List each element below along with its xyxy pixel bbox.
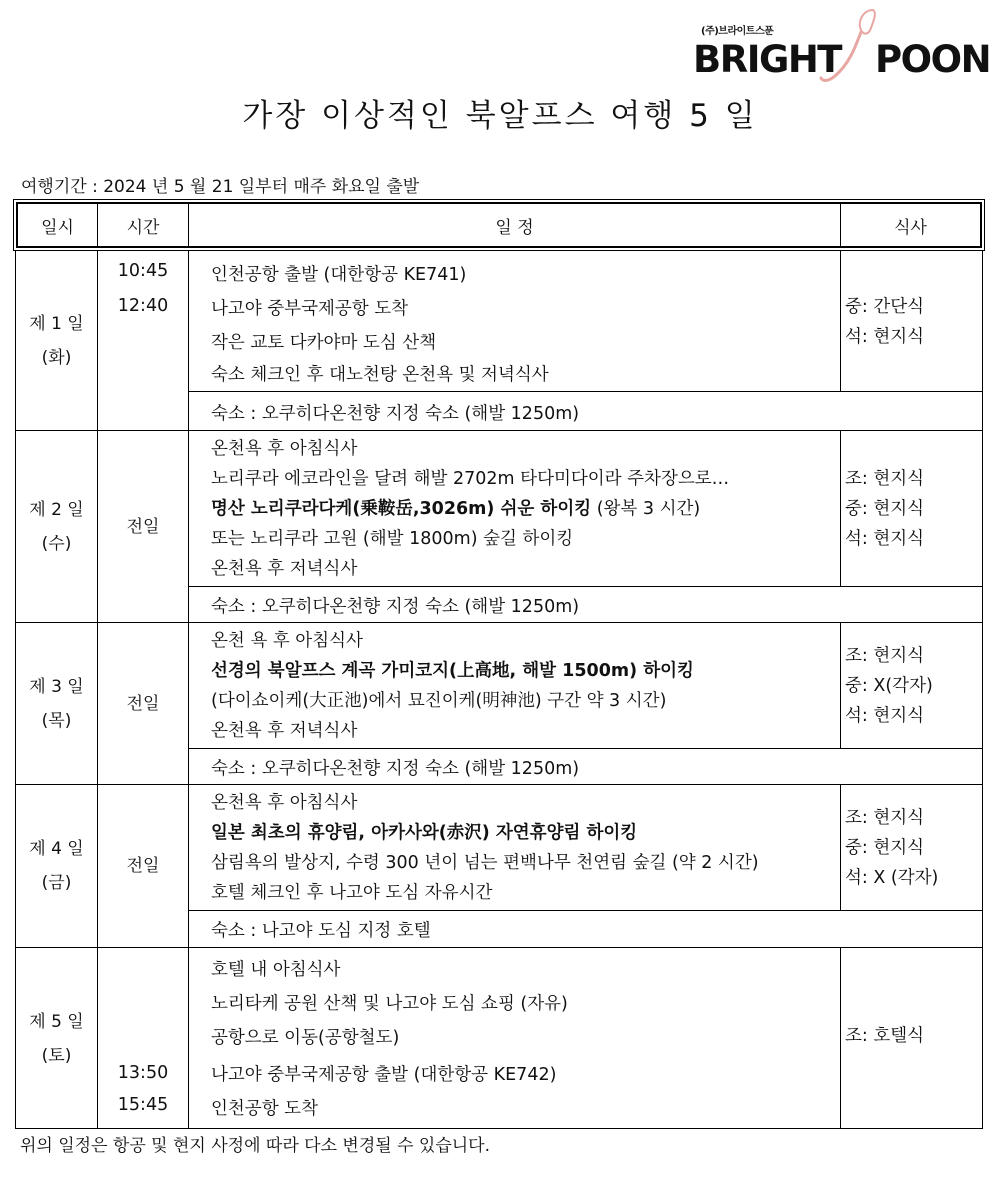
schedule-line-highlight: 선경의 북알프스 계곡 가미코지(上高地, 해발 1500m) 하이킹 [211,661,694,681]
day-number: 제 2 일 [29,499,84,520]
day-3-label [16,623,97,785]
schedule-line: 공항으로 이동(공항철도) [211,1028,400,1048]
table-header [13,199,985,251]
accommodation-text: 숙소 : 나고야 도심 지정 호텔 [211,921,431,941]
schedule-line: 노리타케 공원 산책 및 나고야 도심 쇼핑 (자유) [211,994,568,1014]
schedule-line: 나고야 중부국제공항 출발 (대한항공 KE742) [211,1065,557,1085]
schedule-line: 작은 교토 다카야마 도심 산책 [211,333,437,353]
highlight-text: 명산 노리쿠라다케(乗鞍岳,3026m) 쉬운 하이킹 [211,499,592,519]
day-of-week: (금) [41,873,72,893]
day-1-accommodation [188,392,982,431]
logo-wordmark [693,38,990,81]
day-1-schedule [188,251,840,392]
schedule-line: 인천공항 도착 [211,1099,318,1119]
day-number: 제 4 일 [29,839,84,859]
meal-item: 중: 현지식 [845,838,925,858]
header-meal: 식사 [894,217,927,238]
schedule-line-highlight: 일본 최초의 휴양림, 아카사와(赤沢) 자연휴양림 하이킹 [211,823,638,843]
day-of-week: (목) [41,710,72,731]
accommodation-text: 숙소 : 오쿠히다온천향 지정 숙소 (해발 1250m) [211,404,580,424]
day-2-accommodation [188,587,982,623]
travel-period: 여행기간 : 2024 년 5 월 21 일부터 매주 화요일 출발 [21,177,420,197]
time-all-day: 전일 [126,516,160,537]
day-3-time [97,623,188,785]
meal-item: 중: X(각자) [845,676,933,696]
brand-logo [693,8,991,88]
time-all-day: 전일 [126,693,160,714]
day-1-meals [840,251,982,392]
meal-item: 조: 현지식 [845,469,925,489]
day-of-week: (수) [41,533,72,554]
day-5-label [16,948,97,1129]
day-1-label [16,251,97,431]
logo-company-name: (주)브라이트스푼 [701,26,774,37]
meal-item: 석: 현지식 [845,327,925,347]
time-depart: 10:45 [117,261,169,281]
schedule-table [15,251,983,1129]
day-3-meals [840,623,982,749]
schedule-line: 온천욕 후 저녁식사 [211,721,358,741]
meal-item: 중: 간단식 [845,297,925,317]
meal-item: 조: 현지식 [845,808,925,828]
page-title: 가장 이상적인 북알프스 여행 5 일 [242,98,758,134]
day-2-label [16,431,97,623]
logo-word-right: POON [875,38,991,81]
meal-item: 석: 현지식 [845,706,925,726]
header-time: 시간 [98,204,189,246]
header-date: 일시 [18,204,98,246]
schedule-line: 삼림욕의 발상지, 수령 300 년이 넘는 편백나무 천연림 숲길 (약 2 시간) [211,853,759,873]
accommodation-text: 숙소 : 오쿠히다온천향 지정 숙소 (해발 1250m) [211,597,580,617]
day-5-schedule [188,948,840,1129]
day-2-time [97,431,188,623]
time-arrive: 12:40 [117,296,169,316]
time-all-day: 전일 [126,856,160,876]
day-2-schedule [188,431,840,587]
header-schedule: 일 정 [189,204,841,246]
schedule-line: 인천공항 출발 (대한항공 KE741) [211,265,467,285]
day-number: 제 5 일 [29,1011,84,1032]
day-3-accommodation [188,749,982,785]
highlight-extra: (왕복 3 시간) [591,499,701,519]
schedule-line: 또는 노리쿠라 고원 (해발 1800m) 숲길 하이킹 [211,529,574,549]
day-4-meals [840,785,982,911]
meal-item: 중: 현지식 [845,499,925,519]
day-3-schedule [188,623,840,749]
meal-item: 조: 현지식 [845,646,925,666]
day-5-meals [840,948,982,1129]
day-4-label [16,785,97,948]
meal-item: 석: 현지식 [845,529,925,549]
time-arrive: 15:45 [117,1095,169,1115]
day-number: 제 1 일 [29,313,84,334]
day-4-time [97,785,188,948]
schedule-line: 호텔 내 아침식사 [211,960,341,980]
schedule-line: 온천 욕 후 아침식사 [211,631,363,651]
schedule-line: 온천욕 후 저녁식사 [211,559,358,579]
schedule-line-highlight [211,495,700,520]
meal-item: 석: X (각자) [845,868,939,888]
schedule-line: 노리쿠라 에코라인을 달려 해발 2702m 타다미다이라 주차장으로… [211,469,730,489]
schedule-line: 온천욕 후 아침식사 [211,439,358,459]
day-2-meals [840,431,982,587]
schedule-line: 호텔 체크인 후 나고야 도심 자유시간 [211,883,493,903]
logo-word-left: BRIGHT [693,38,842,81]
meal-item: 조: 호텔식 [845,1026,925,1046]
schedule-line: 숙소 체크인 후 대노천탕 온천욕 및 저녁식사 [211,365,549,385]
schedule-line: 온천욕 후 아침식사 [211,793,358,813]
day-5-time [97,948,188,1129]
day-4-accommodation [188,911,982,948]
day-of-week: (토) [41,1045,72,1066]
schedule-line: (다이쇼이케(大正池)에서 묘진이케(明神池) 구간 약 3 시간) [211,691,667,711]
time-depart: 13:50 [117,1063,169,1083]
footnote: 위의 일정은 항공 및 현지 사정에 따라 다소 변경될 수 있습니다. [20,1136,490,1156]
day-4-schedule [188,785,840,911]
day-number: 제 3 일 [29,676,84,697]
accommodation-text: 숙소 : 오쿠히다온천향 지정 숙소 (해발 1250m) [211,759,580,779]
day-1-time [97,251,188,431]
day-of-week: (화) [41,347,72,368]
schedule-line: 나고야 중부국제공항 도착 [211,299,409,319]
